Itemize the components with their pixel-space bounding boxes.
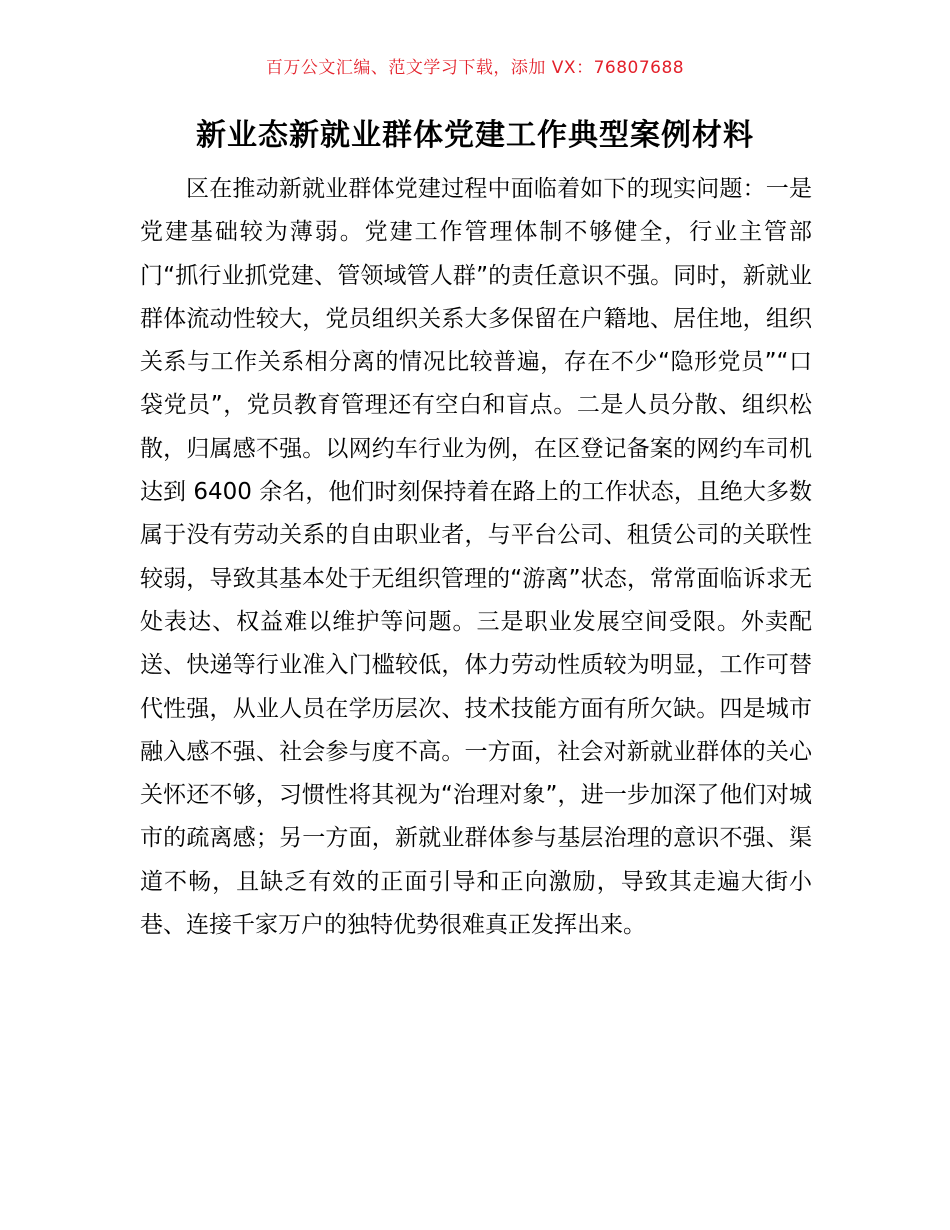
header-promo-note: 百万公文汇编、范文学习下载，添加 VX：76807688 <box>265 58 685 78</box>
body-paragraph: 区在推动新就业群体党建过程中面临着如下的现实问题：一是党建基础较为薄弱。党建工作管理体制不够健全，行业主管部门“抓行业抓党建、管领域管人群”的责任意识不强。同时，新就业群体流动性较大，党员组织关系大多保留在户籍地、居住地，组织关系与工作关系相分离的情况比较普遍，存在不少“隐形党员”“口袋党员”，党员教育管理还有空白和盲点。二是人员分散、组织松散，归属感不强。以网约车行业为例，在区登记备案的网约车司机达到 6400 余名，他们时刻保持着在路上的工作状态，且绝大多数属于没有劳动关系的自由职业者，与平台公司、租赁公司的关联性较弱，导致其基本处于无组织管理的“游离”状态，常常面临诉求无处表达、权益难以维护等问题。三是职业发展空间受限。外卖配送、快递等行业准入门槛较低，体力劳动性质较为明显，工作可替代性强，从业人员在学历层次、技术技能方面有所欠缺。四是城市融入感不强、社会参与度不高。一方面，社会对新就业群体的关心关怀还不够，习惯性将其视为“治理对象”，进一步加深了他们对城市的疏离感；另一方面，新就业群体参与基层治理的意识不强、渠道不畅，且缺乏有效的正面引导和正向激励，导致其走遍大街小巷、连接千家万户的独特优势很难真正发挥出来。 <box>140 176 812 939</box>
document-title: 新业态新就业群体党建工作典型案例材料 <box>196 118 754 153</box>
